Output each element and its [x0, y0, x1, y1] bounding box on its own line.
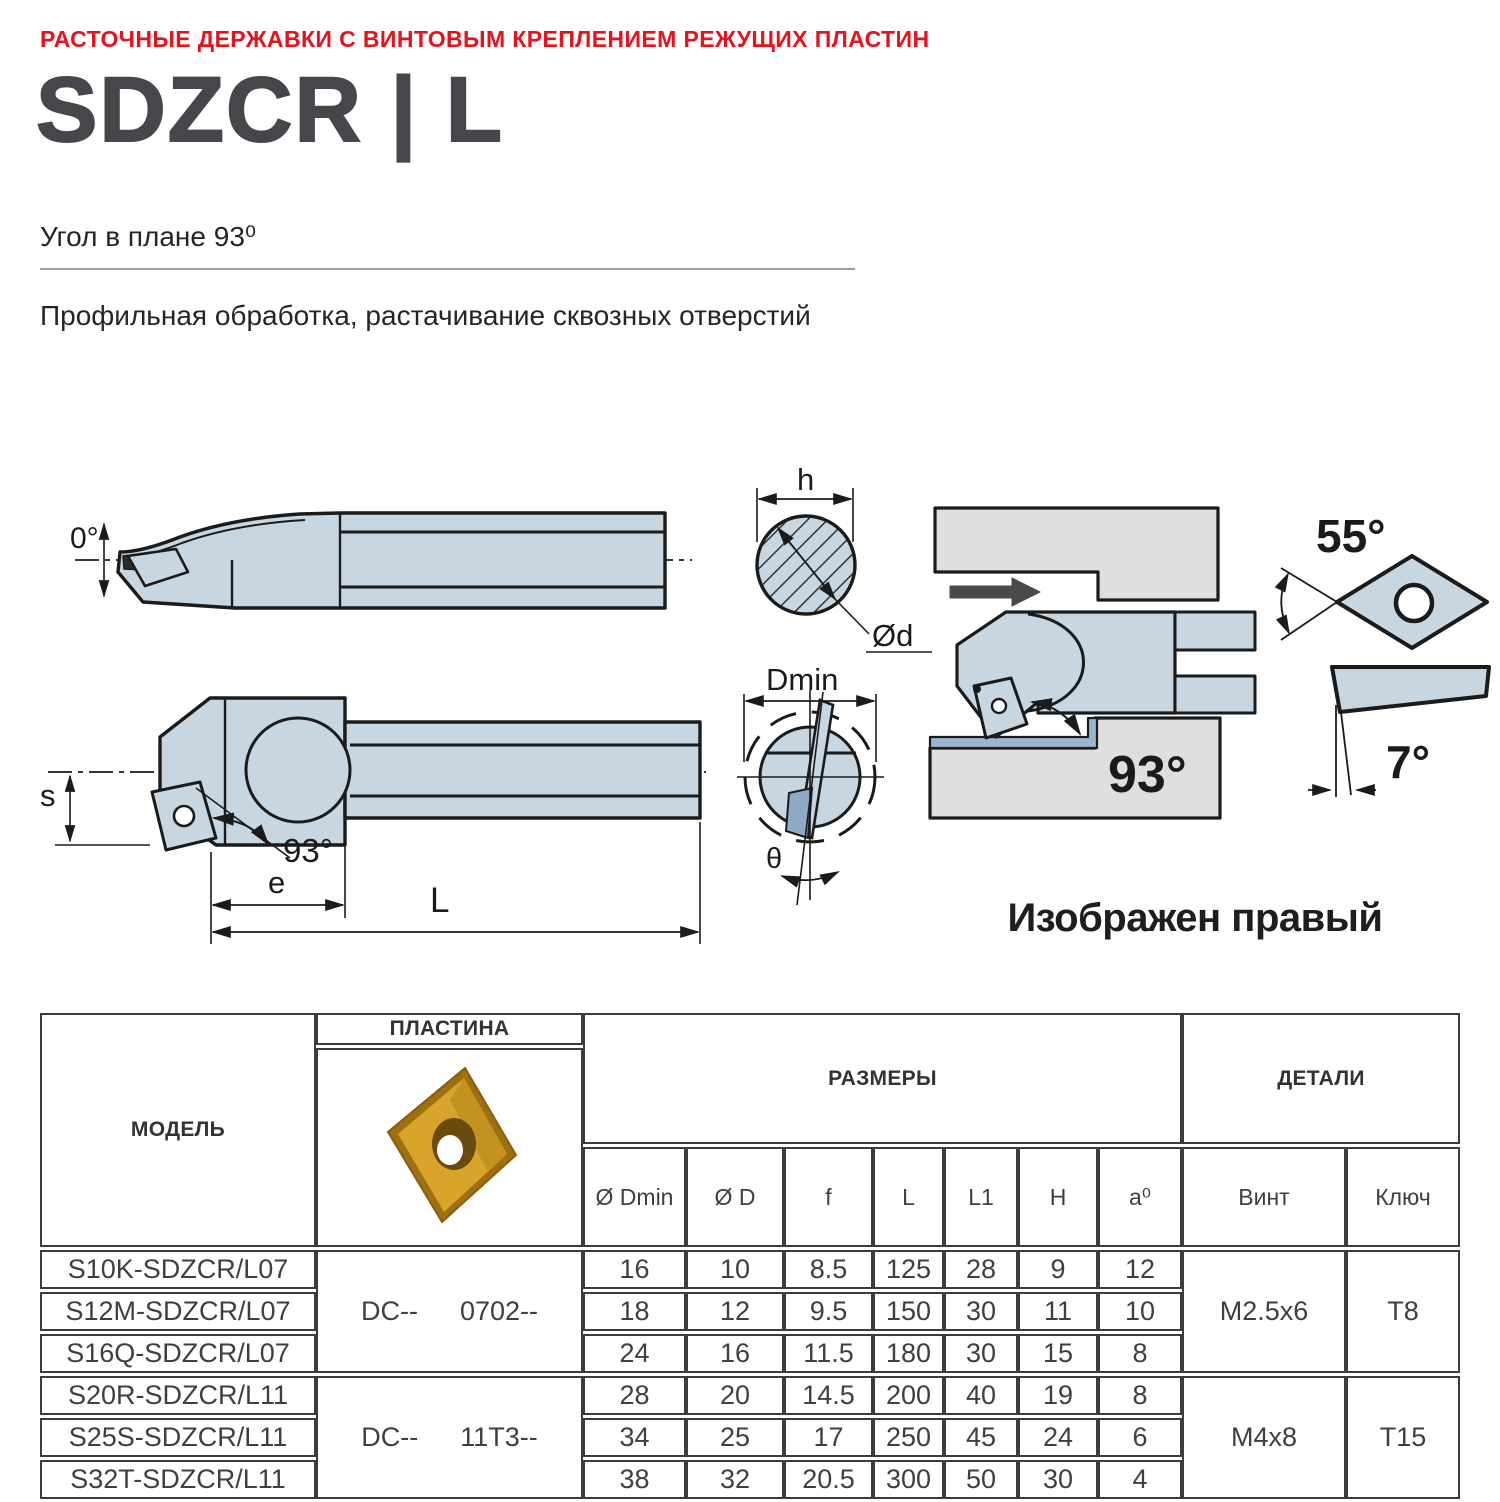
value-cell: 8: [1098, 1334, 1182, 1373]
key-cell: T8: [1346, 1250, 1460, 1373]
col-screw: Винт: [1182, 1147, 1346, 1247]
header-insert: ПЛАСТИНА: [316, 1013, 583, 1045]
theta-label: θ: [766, 843, 783, 875]
spec-table: [40, 1010, 1460, 1502]
dimension-view-drawing: [40, 698, 706, 944]
value-cell: 50: [944, 1460, 1018, 1499]
col-h: H: [1018, 1147, 1098, 1247]
application-description: Профильная обработка, растачивание сквозных отверстий: [40, 300, 811, 331]
table-row: [40, 1376, 1460, 1415]
machining-drawing: [930, 508, 1255, 818]
value-cell: 150: [873, 1292, 944, 1331]
value-cell: 28: [944, 1250, 1018, 1289]
value-cell: 10: [686, 1250, 784, 1289]
table-body: [40, 1250, 1460, 1499]
value-cell: 18: [583, 1292, 686, 1331]
divider-line: [40, 268, 855, 270]
section-height-label: h: [797, 462, 815, 497]
header-details: ДЕТАЛИ: [1182, 1013, 1460, 1144]
insert-code-cell: DC-- 11T3--: [316, 1376, 583, 1499]
col-key: Ключ: [1346, 1147, 1460, 1247]
work-angle-label: 93°: [1108, 746, 1187, 804]
value-cell: 16: [583, 1250, 686, 1289]
value-cell: 30: [944, 1292, 1018, 1331]
section-diameter-label: Ød: [872, 618, 914, 653]
value-cell: 24: [583, 1334, 686, 1373]
value-cell: 28: [583, 1376, 686, 1415]
cross-section-drawing: [757, 462, 932, 653]
value-cell: 34: [583, 1418, 686, 1457]
side-view-drawing: [70, 513, 692, 608]
col-l1: L1: [944, 1147, 1018, 1247]
insert-angle-label: 55°: [1316, 510, 1386, 562]
insert-angle-drawing: [1281, 510, 1487, 648]
value-cell: 17: [784, 1418, 873, 1457]
value-cell: 8.5: [784, 1250, 873, 1289]
col-f: f: [784, 1147, 873, 1247]
model-cell: S10K-SDZCR/L07: [40, 1250, 316, 1289]
value-cell: 12: [686, 1292, 784, 1331]
value-cell: 19: [1018, 1376, 1098, 1415]
value-cell: 10: [1098, 1292, 1182, 1331]
page-title: SDZCR | L: [36, 59, 504, 161]
value-cell: 20.5: [784, 1460, 873, 1499]
value-cell: 14.5: [784, 1376, 873, 1415]
min-bore-label: Dmin: [766, 662, 839, 697]
col-d: Ø D: [686, 1147, 784, 1247]
col-l: L: [873, 1147, 944, 1247]
value-cell: 25: [686, 1418, 784, 1457]
insert-code-cell: DC-- 0702--: [316, 1250, 583, 1373]
value-cell: 11: [1018, 1292, 1098, 1331]
value-cell: 45: [944, 1418, 1018, 1457]
value-cell: 16: [686, 1334, 784, 1373]
value-cell: 30: [944, 1334, 1018, 1373]
value-cell: 15: [1018, 1334, 1098, 1373]
value-cell: 30: [1018, 1460, 1098, 1499]
plan-angle-subtitle: Угол в плане 93⁰: [40, 221, 257, 252]
value-cell: 38: [583, 1460, 686, 1499]
clearance-angle-label: 7°: [1386, 736, 1430, 788]
value-cell: 32: [686, 1460, 784, 1499]
model-cell: S12M-SDZCR/L07: [40, 1292, 316, 1331]
model-cell: S32T-SDZCR/L11: [40, 1460, 316, 1499]
clearance-angle-drawing: [1308, 667, 1489, 797]
value-cell: 8: [1098, 1376, 1182, 1415]
value-cell: 200: [873, 1376, 944, 1415]
value-cell: 300: [873, 1460, 944, 1499]
col-a: a⁰: [1098, 1147, 1182, 1247]
value-cell: 11.5: [784, 1334, 873, 1373]
page-kicker: РАСТОЧНЫЕ ДЕРЖАВКИ С ВИНТОВЫМ КРЕПЛЕНИЕМ РЕЖУЩИХ ПЛАСТИН: [40, 26, 930, 52]
value-cell: 180: [873, 1334, 944, 1373]
head-length-label: e: [268, 865, 286, 900]
hand-note: Изображен правый: [1007, 896, 1383, 940]
model-cell: S25S-SDZCR/L11: [40, 1418, 316, 1457]
screw-cell: M2.5x6: [1182, 1250, 1346, 1373]
lead-angle-label: 93°: [283, 832, 333, 869]
total-length-label: L: [430, 881, 450, 920]
value-cell: 9: [1018, 1250, 1098, 1289]
value-cell: 4: [1098, 1460, 1182, 1499]
table-row: [40, 1250, 1460, 1289]
min-bore-drawing: [737, 662, 884, 905]
value-cell: 20: [686, 1376, 784, 1415]
rake-angle-label: 0°: [70, 522, 99, 555]
value-cell: 250: [873, 1418, 944, 1457]
model-cell: S20R-SDZCR/L11: [40, 1376, 316, 1415]
shank-height-label: s: [40, 778, 56, 813]
insert-photo-cell: [316, 1048, 583, 1247]
model-cell: S16Q-SDZCR/L07: [40, 1334, 316, 1373]
value-cell: 125: [873, 1250, 944, 1289]
insert-photo: [370, 1060, 530, 1230]
key-cell: T15: [1346, 1376, 1460, 1499]
value-cell: 12: [1098, 1250, 1182, 1289]
value-cell: 40: [944, 1376, 1018, 1415]
col-dmin: Ø Dmin: [583, 1147, 686, 1247]
screw-cell: M4x8: [1182, 1376, 1346, 1499]
value-cell: 9.5: [784, 1292, 873, 1331]
value-cell: 24: [1018, 1418, 1098, 1457]
header-dimensions: РАЗМЕРЫ: [583, 1013, 1182, 1144]
header-model: МОДЕЛЬ: [40, 1013, 316, 1247]
value-cell: 6: [1098, 1418, 1182, 1457]
